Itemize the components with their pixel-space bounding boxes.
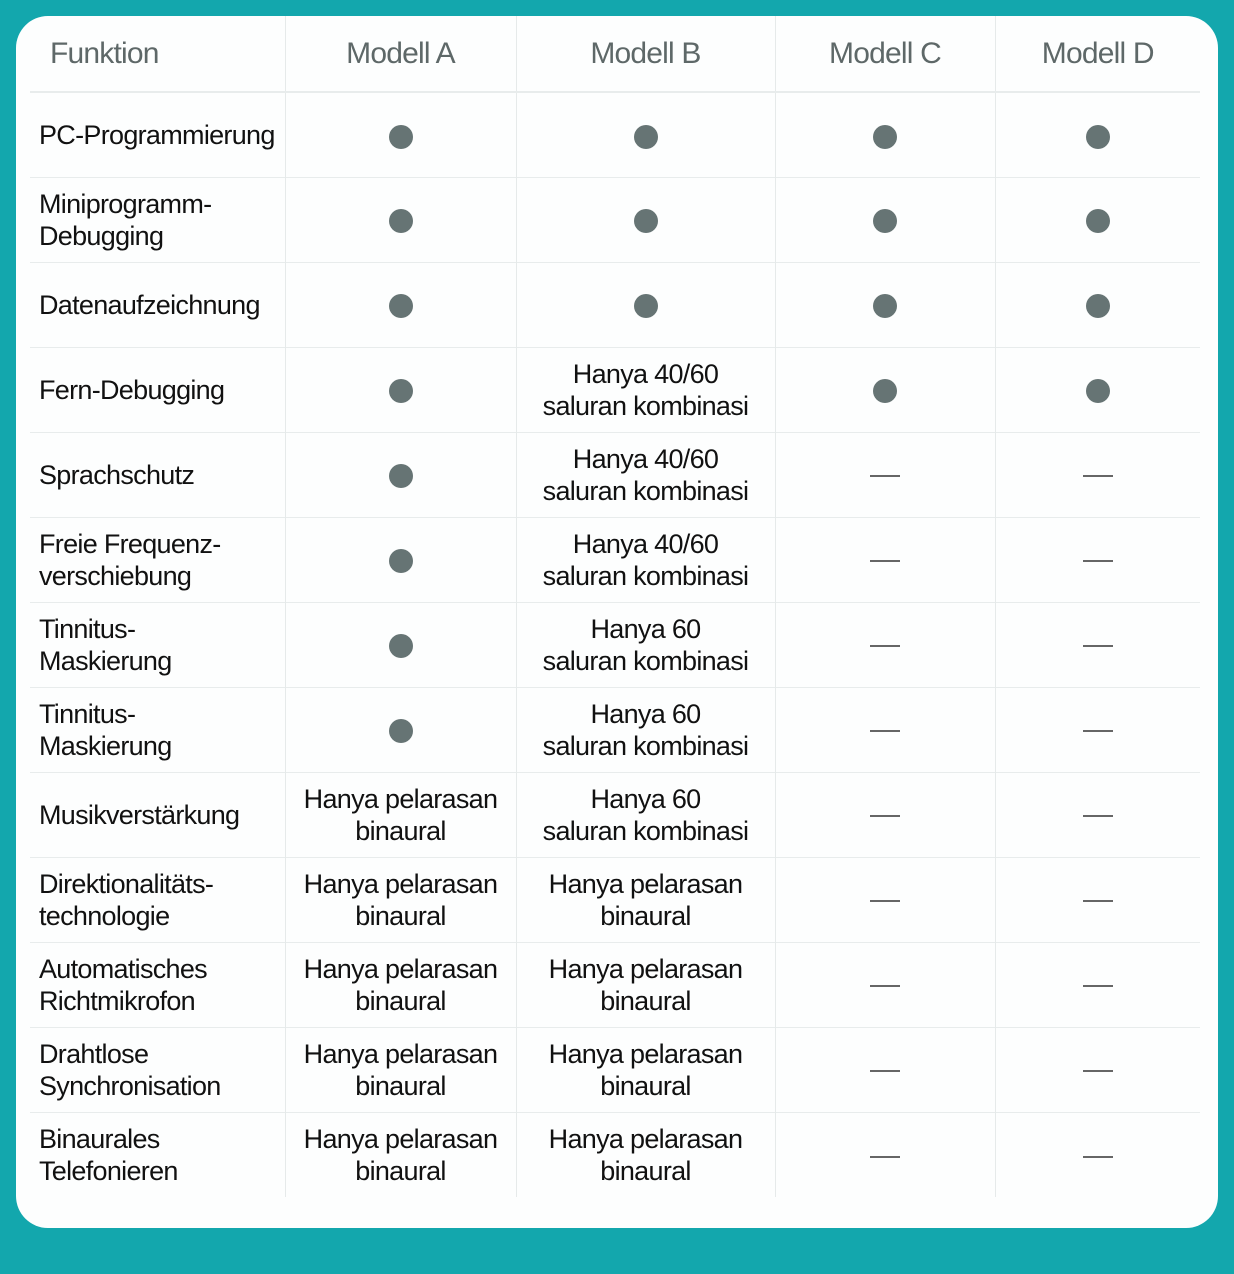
table-row xyxy=(30,602,1200,687)
not-supported-cell xyxy=(775,1027,995,1112)
not-supported-cell xyxy=(775,602,995,687)
not-supported-cell xyxy=(995,1027,1200,1112)
limited-support-cell: Hanya 40/60 saluran kombinasi xyxy=(516,432,775,517)
supported-dot-icon xyxy=(873,294,897,318)
limited-support-cell: Hanya 60 saluran kombinasi xyxy=(516,772,775,857)
limited-support-cell: Hanya 60 saluran kombinasi xyxy=(516,602,775,687)
feature-name: Miniprogramm- Debugging xyxy=(30,177,285,262)
supported-dot-icon xyxy=(389,209,413,233)
comparison-card xyxy=(16,16,1218,1228)
supported-cell xyxy=(995,92,1200,177)
not-supported-dash-icon xyxy=(1083,1070,1113,1072)
not-supported-cell xyxy=(995,1112,1200,1197)
supported-dot-icon xyxy=(634,294,658,318)
not-supported-cell xyxy=(995,857,1200,942)
feature-name: Fern-Debugging xyxy=(30,347,285,432)
feature-name: Direktionalitäts- technologie xyxy=(30,857,285,942)
limited-support-cell: Hanya pelarasan binaural xyxy=(285,772,516,857)
supported-dot-icon xyxy=(873,209,897,233)
table-row xyxy=(30,432,1200,517)
not-supported-cell xyxy=(995,517,1200,602)
not-supported-dash-icon xyxy=(870,475,900,477)
feature-name: Tinnitus- Maskierung xyxy=(30,687,285,772)
not-supported-dash-icon xyxy=(1083,645,1113,647)
not-supported-cell xyxy=(995,772,1200,857)
table-row xyxy=(30,1027,1200,1112)
not-supported-cell xyxy=(775,1112,995,1197)
limited-support-cell: Hanya pelarasan binaural xyxy=(516,1027,775,1112)
limited-support-cell: Hanya pelarasan binaural xyxy=(516,857,775,942)
limited-support-cell: Hanya pelarasan binaural xyxy=(285,857,516,942)
table-row xyxy=(30,1112,1200,1197)
not-supported-dash-icon xyxy=(1083,1156,1113,1158)
supported-cell xyxy=(995,262,1200,347)
table-row xyxy=(30,942,1200,1027)
limited-support-cell: Hanya pelarasan binaural xyxy=(516,942,775,1027)
feature-name: Sprachschutz xyxy=(30,432,285,517)
not-supported-dash-icon xyxy=(870,560,900,562)
not-supported-cell xyxy=(775,857,995,942)
table-row xyxy=(30,772,1200,857)
not-supported-dash-icon xyxy=(1083,475,1113,477)
limited-support-cell: Hanya pelarasan binaural xyxy=(285,1112,516,1197)
not-supported-cell xyxy=(995,432,1200,517)
limited-support-cell: Hanya pelarasan binaural xyxy=(285,1027,516,1112)
not-supported-cell xyxy=(995,687,1200,772)
table-row xyxy=(30,177,1200,262)
feature-name: Binaurales Telefonieren xyxy=(30,1112,285,1197)
supported-dot-icon xyxy=(1086,209,1110,233)
feature-comparison-table xyxy=(30,16,1200,1197)
supported-cell xyxy=(285,92,516,177)
header-modell-b: Modell B xyxy=(516,16,775,92)
supported-dot-icon xyxy=(389,294,413,318)
not-supported-cell xyxy=(775,772,995,857)
supported-cell xyxy=(516,92,775,177)
not-supported-dash-icon xyxy=(870,1070,900,1072)
header-modell-d: Modell D xyxy=(995,16,1200,92)
limited-support-cell: Hanya pelarasan binaural xyxy=(285,942,516,1027)
supported-cell xyxy=(285,177,516,262)
limited-support-cell: Hanya 60 saluran kombinasi xyxy=(516,687,775,772)
supported-cell xyxy=(516,177,775,262)
supported-dot-icon xyxy=(634,125,658,149)
not-supported-cell xyxy=(775,942,995,1027)
table-row xyxy=(30,92,1200,177)
limited-support-cell: Hanya 40/60 saluran kombinasi xyxy=(516,347,775,432)
supported-cell xyxy=(285,432,516,517)
supported-cell xyxy=(285,347,516,432)
supported-cell xyxy=(775,177,995,262)
table-row xyxy=(30,517,1200,602)
not-supported-dash-icon xyxy=(1083,730,1113,732)
header-modell-c: Modell C xyxy=(775,16,995,92)
supported-dot-icon xyxy=(634,209,658,233)
not-supported-dash-icon xyxy=(870,985,900,987)
not-supported-dash-icon xyxy=(870,1156,900,1158)
not-supported-dash-icon xyxy=(1083,985,1113,987)
table-body xyxy=(30,92,1200,1197)
supported-dot-icon xyxy=(873,125,897,149)
not-supported-cell xyxy=(775,687,995,772)
not-supported-dash-icon xyxy=(1083,560,1113,562)
limited-support-cell: Hanya 40/60 saluran kombinasi xyxy=(516,517,775,602)
supported-dot-icon xyxy=(389,719,413,743)
supported-dot-icon xyxy=(389,464,413,488)
header-funktion: Funktion xyxy=(30,16,285,92)
not-supported-dash-icon xyxy=(870,900,900,902)
feature-name: Tinnitus- Maskierung xyxy=(30,602,285,687)
supported-cell xyxy=(285,687,516,772)
table-row xyxy=(30,857,1200,942)
not-supported-cell xyxy=(995,942,1200,1027)
not-supported-dash-icon xyxy=(870,645,900,647)
supported-cell xyxy=(775,92,995,177)
table-row xyxy=(30,262,1200,347)
table-row xyxy=(30,687,1200,772)
not-supported-cell xyxy=(995,602,1200,687)
supported-cell xyxy=(775,347,995,432)
supported-cell xyxy=(285,602,516,687)
not-supported-cell xyxy=(775,432,995,517)
supported-dot-icon xyxy=(1086,125,1110,149)
supported-dot-icon xyxy=(1086,379,1110,403)
not-supported-dash-icon xyxy=(1083,900,1113,902)
supported-dot-icon xyxy=(389,634,413,658)
feature-name: Musikverstärkung xyxy=(30,772,285,857)
supported-cell xyxy=(285,262,516,347)
supported-cell xyxy=(285,517,516,602)
not-supported-dash-icon xyxy=(1083,815,1113,817)
supported-cell xyxy=(995,177,1200,262)
supported-dot-icon xyxy=(389,549,413,573)
not-supported-dash-icon xyxy=(870,815,900,817)
supported-dot-icon xyxy=(389,125,413,149)
feature-name: Freie Frequenz- verschiebung xyxy=(30,517,285,602)
supported-cell xyxy=(775,262,995,347)
feature-name: Automatisches Richtmikrofon xyxy=(30,942,285,1027)
feature-name: PC-Programmierung xyxy=(30,92,285,177)
not-supported-cell xyxy=(775,517,995,602)
supported-cell xyxy=(516,262,775,347)
limited-support-cell: Hanya pelarasan binaural xyxy=(516,1112,775,1197)
header-row xyxy=(30,16,1200,92)
supported-dot-icon xyxy=(873,379,897,403)
feature-name: Datenaufzeichnung xyxy=(30,262,285,347)
header-modell-a: Modell A xyxy=(285,16,516,92)
feature-name: Drahtlose Synchronisation xyxy=(30,1027,285,1112)
table-row xyxy=(30,347,1200,432)
supported-dot-icon xyxy=(1086,294,1110,318)
supported-cell xyxy=(995,347,1200,432)
supported-dot-icon xyxy=(389,379,413,403)
not-supported-dash-icon xyxy=(870,730,900,732)
